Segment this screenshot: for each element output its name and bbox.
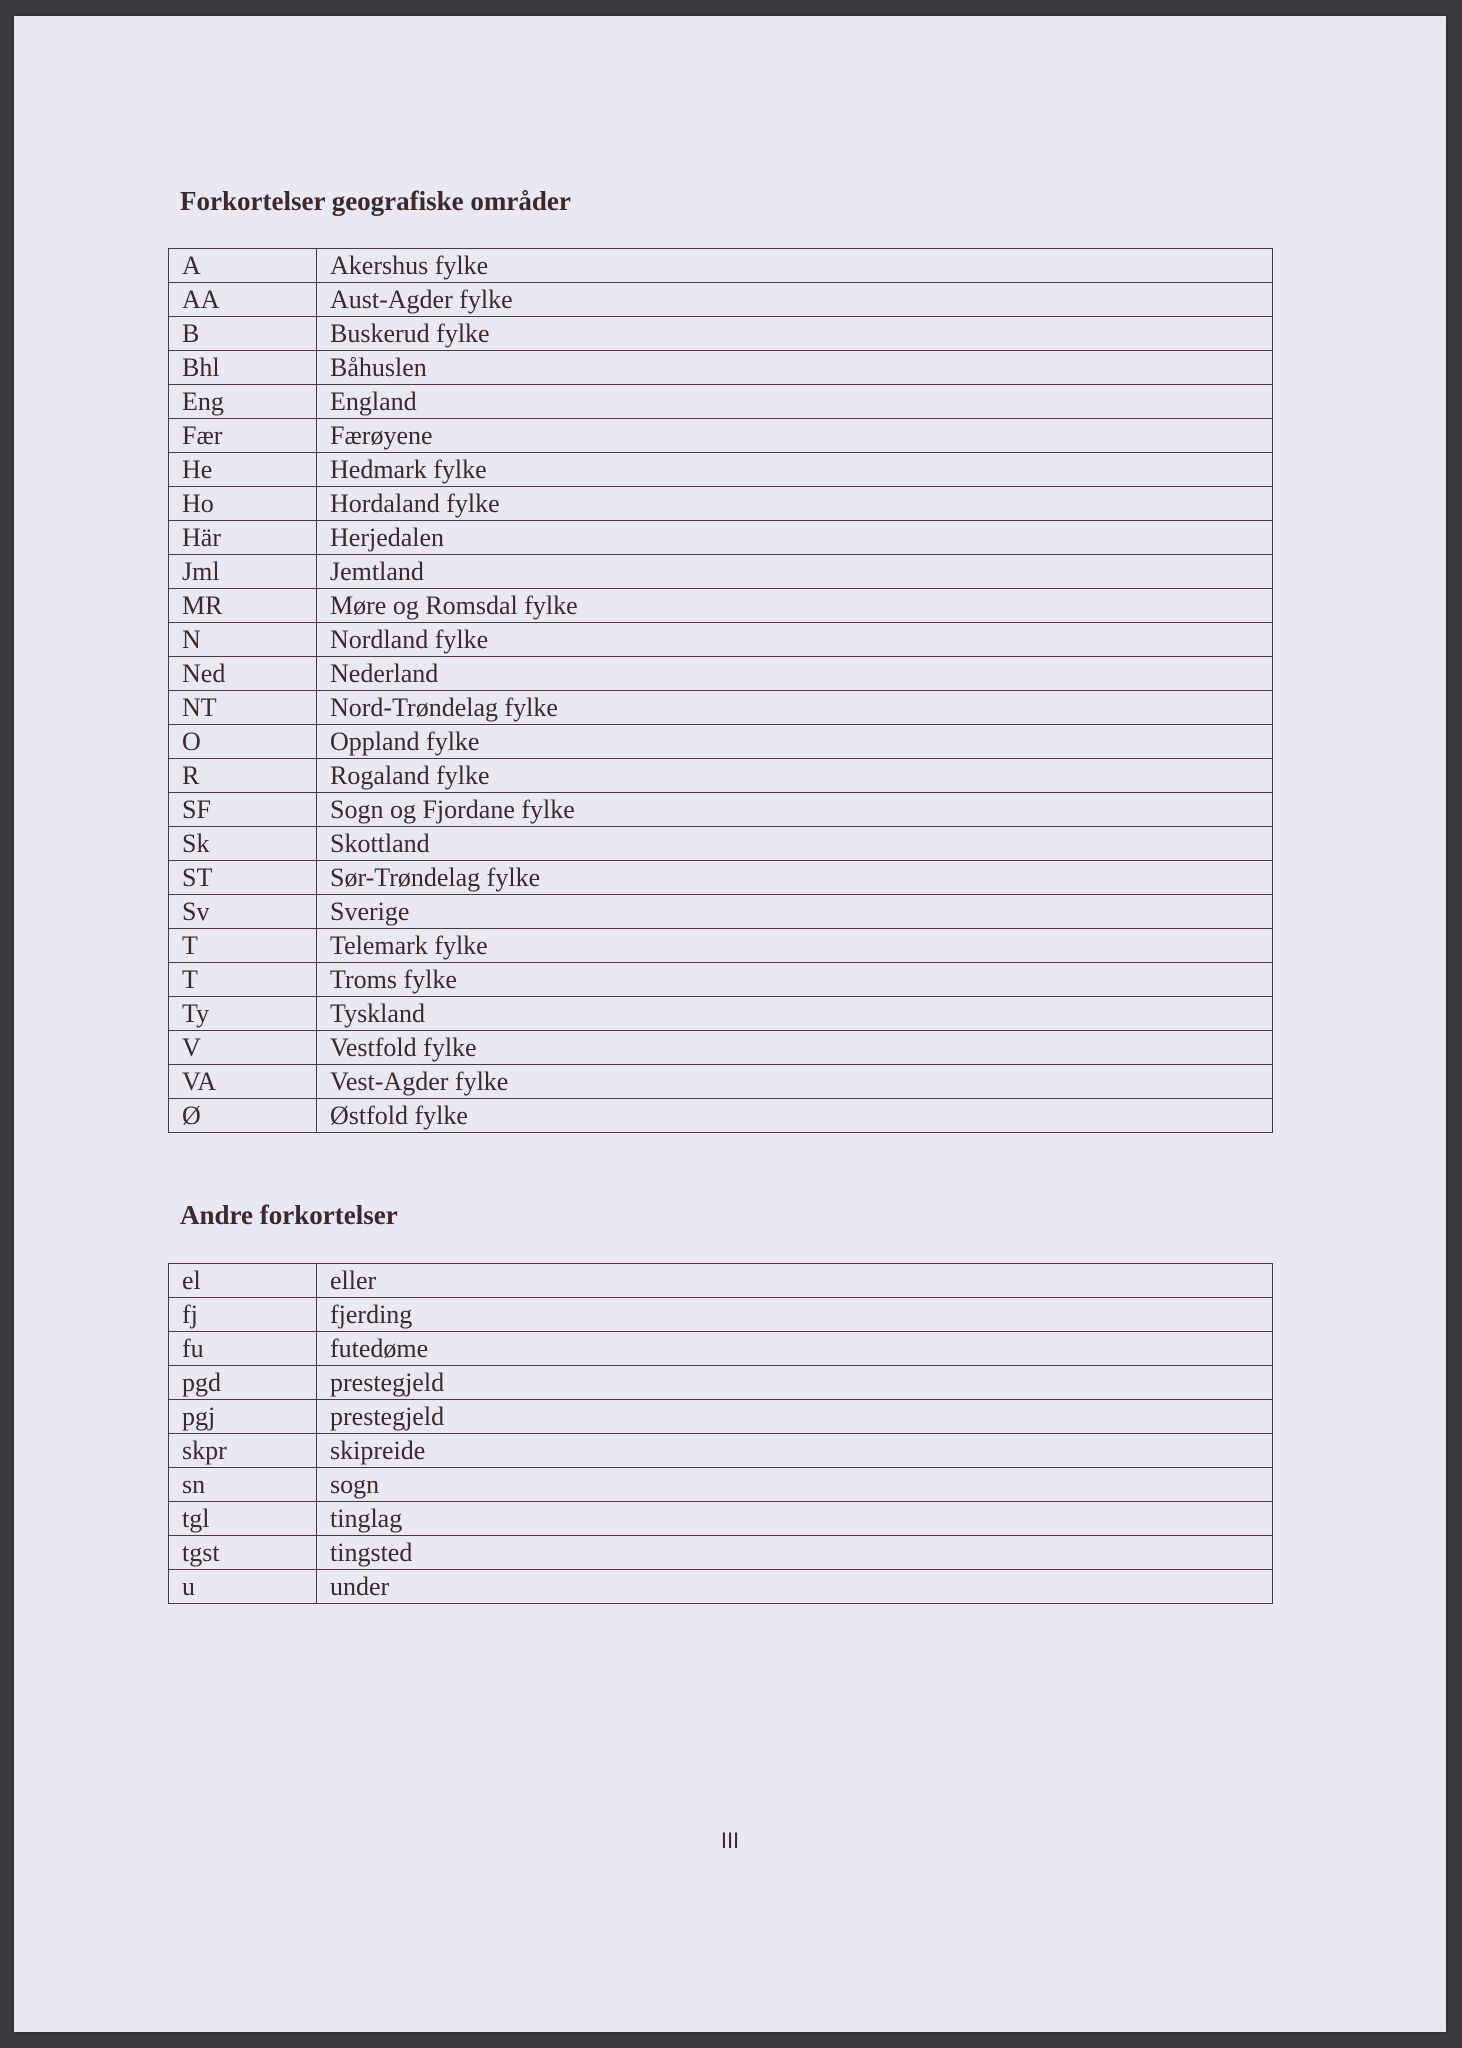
table-row [169, 1298, 1273, 1332]
meaning-cell: Nederland [317, 657, 1273, 691]
meaning-cell: futedøme [317, 1332, 1273, 1366]
table-row [169, 963, 1273, 997]
table-row [169, 589, 1273, 623]
table-row [169, 1502, 1273, 1536]
table-row [169, 487, 1273, 521]
abbreviation-cell: fu [169, 1332, 317, 1366]
geo-abbreviations-heading: Forkortelser geografiske områder [180, 186, 571, 216]
other-abbreviations-heading: Andre forkortelser [180, 1200, 398, 1230]
abbreviation-cell: tgst [169, 1536, 317, 1570]
meaning-cell: Vestfold fylke [317, 1031, 1273, 1065]
abbreviation-cell: O [169, 725, 317, 759]
table-row [169, 249, 1273, 283]
meaning-cell: Hordaland fylke [317, 487, 1273, 521]
table-row [169, 1400, 1273, 1434]
table-row [169, 1570, 1273, 1604]
document-page [14, 16, 1446, 2032]
meaning-cell: Nord-Trøndelag fylke [317, 691, 1273, 725]
abbreviation-cell: Eng [169, 385, 317, 419]
meaning-cell: prestegjeld [317, 1366, 1273, 1400]
table-row [169, 1468, 1273, 1502]
table-row [169, 929, 1273, 963]
abbreviation-cell: Ho [169, 487, 317, 521]
abbreviation-cell: Ned [169, 657, 317, 691]
abbreviation-cell: tgl [169, 1502, 317, 1536]
abbreviation-cell: V [169, 1031, 317, 1065]
abbreviation-cell: AA [169, 283, 317, 317]
table-row [169, 997, 1273, 1031]
meaning-cell: Hedmark fylke [317, 453, 1273, 487]
meaning-cell: Tyskland [317, 997, 1273, 1031]
table-row [169, 827, 1273, 861]
abbreviation-cell: Bhl [169, 351, 317, 385]
abbreviation-cell: Här [169, 521, 317, 555]
table-row [169, 351, 1273, 385]
abbreviation-cell: SF [169, 793, 317, 827]
meaning-cell: Aust-Agder fylke [317, 283, 1273, 317]
abbreviation-cell: R [169, 759, 317, 793]
table-row [169, 861, 1273, 895]
table-row [169, 895, 1273, 929]
abbreviation-cell: T [169, 963, 317, 997]
abbreviation-cell: He [169, 453, 317, 487]
meaning-cell: Sverige [317, 895, 1273, 929]
table-row [169, 759, 1273, 793]
table-row [169, 1536, 1273, 1570]
meaning-cell: Akershus fylke [317, 249, 1273, 283]
abbreviation-cell: MR [169, 589, 317, 623]
abbreviation-cell: el [169, 1264, 317, 1298]
abbreviation-cell: NT [169, 691, 317, 725]
page-number: III [720, 1828, 740, 1853]
other-abbreviations-table [168, 1263, 1273, 1604]
meaning-cell: fjerding [317, 1298, 1273, 1332]
meaning-cell: Skottland [317, 827, 1273, 861]
abbreviation-cell: skpr [169, 1434, 317, 1468]
meaning-cell: Færøyene [317, 419, 1273, 453]
meaning-cell: eller [317, 1264, 1273, 1298]
meaning-cell: Sogn og Fjordane fylke [317, 793, 1273, 827]
table-row [169, 555, 1273, 589]
table-row [169, 419, 1273, 453]
meaning-cell: prestegjeld [317, 1400, 1273, 1434]
table-row [169, 691, 1273, 725]
meaning-cell: Båhuslen [317, 351, 1273, 385]
abbreviation-cell: B [169, 317, 317, 351]
abbreviation-cell: pgd [169, 1366, 317, 1400]
meaning-cell: Møre og Romsdal fylke [317, 589, 1273, 623]
table-row [169, 725, 1273, 759]
abbreviation-cell: Fær [169, 419, 317, 453]
table-row [169, 521, 1273, 555]
abbreviation-cell: T [169, 929, 317, 963]
meaning-cell: England [317, 385, 1273, 419]
abbreviation-cell: pgj [169, 1400, 317, 1434]
meaning-cell: tingsted [317, 1536, 1273, 1570]
table-row [169, 1031, 1273, 1065]
meaning-cell: Rogaland fylke [317, 759, 1273, 793]
abbreviation-cell: ST [169, 861, 317, 895]
meaning-cell: Oppland fylke [317, 725, 1273, 759]
table-row [169, 283, 1273, 317]
table-row [169, 657, 1273, 691]
table-row [169, 317, 1273, 351]
abbreviation-cell: sn [169, 1468, 317, 1502]
meaning-cell: Buskerud fylke [317, 317, 1273, 351]
abbreviation-cell: Sv [169, 895, 317, 929]
meaning-cell: Jemtland [317, 555, 1273, 589]
meaning-cell: Sør-Trøndelag fylke [317, 861, 1273, 895]
meaning-cell: Vest-Agder fylke [317, 1065, 1273, 1099]
meaning-cell: sogn [317, 1468, 1273, 1502]
table-row [169, 623, 1273, 657]
abbreviation-cell: A [169, 249, 317, 283]
table-row [169, 1434, 1273, 1468]
table-row [169, 1366, 1273, 1400]
table-row [169, 1264, 1273, 1298]
abbreviation-cell: u [169, 1570, 317, 1604]
meaning-cell: Nordland fylke [317, 623, 1273, 657]
meaning-cell: Telemark fylke [317, 929, 1273, 963]
abbreviation-cell: Jml [169, 555, 317, 589]
meaning-cell: under [317, 1570, 1273, 1604]
meaning-cell: tinglag [317, 1502, 1273, 1536]
abbreviation-cell: Sk [169, 827, 317, 861]
table-row [169, 1065, 1273, 1099]
abbreviation-cell: N [169, 623, 317, 657]
meaning-cell: skipreide [317, 1434, 1273, 1468]
table-row [169, 385, 1273, 419]
meaning-cell: Troms fylke [317, 963, 1273, 997]
geo-abbreviations-table [168, 248, 1273, 1133]
table-row [169, 793, 1273, 827]
abbreviation-cell: fj [169, 1298, 317, 1332]
table-row [169, 1099, 1273, 1133]
abbreviation-cell: VA [169, 1065, 317, 1099]
meaning-cell: Østfold fylke [317, 1099, 1273, 1133]
abbreviation-cell: Ø [169, 1099, 317, 1133]
abbreviation-cell: Ty [169, 997, 317, 1031]
meaning-cell: Herjedalen [317, 521, 1273, 555]
table-row [169, 453, 1273, 487]
table-row [169, 1332, 1273, 1366]
